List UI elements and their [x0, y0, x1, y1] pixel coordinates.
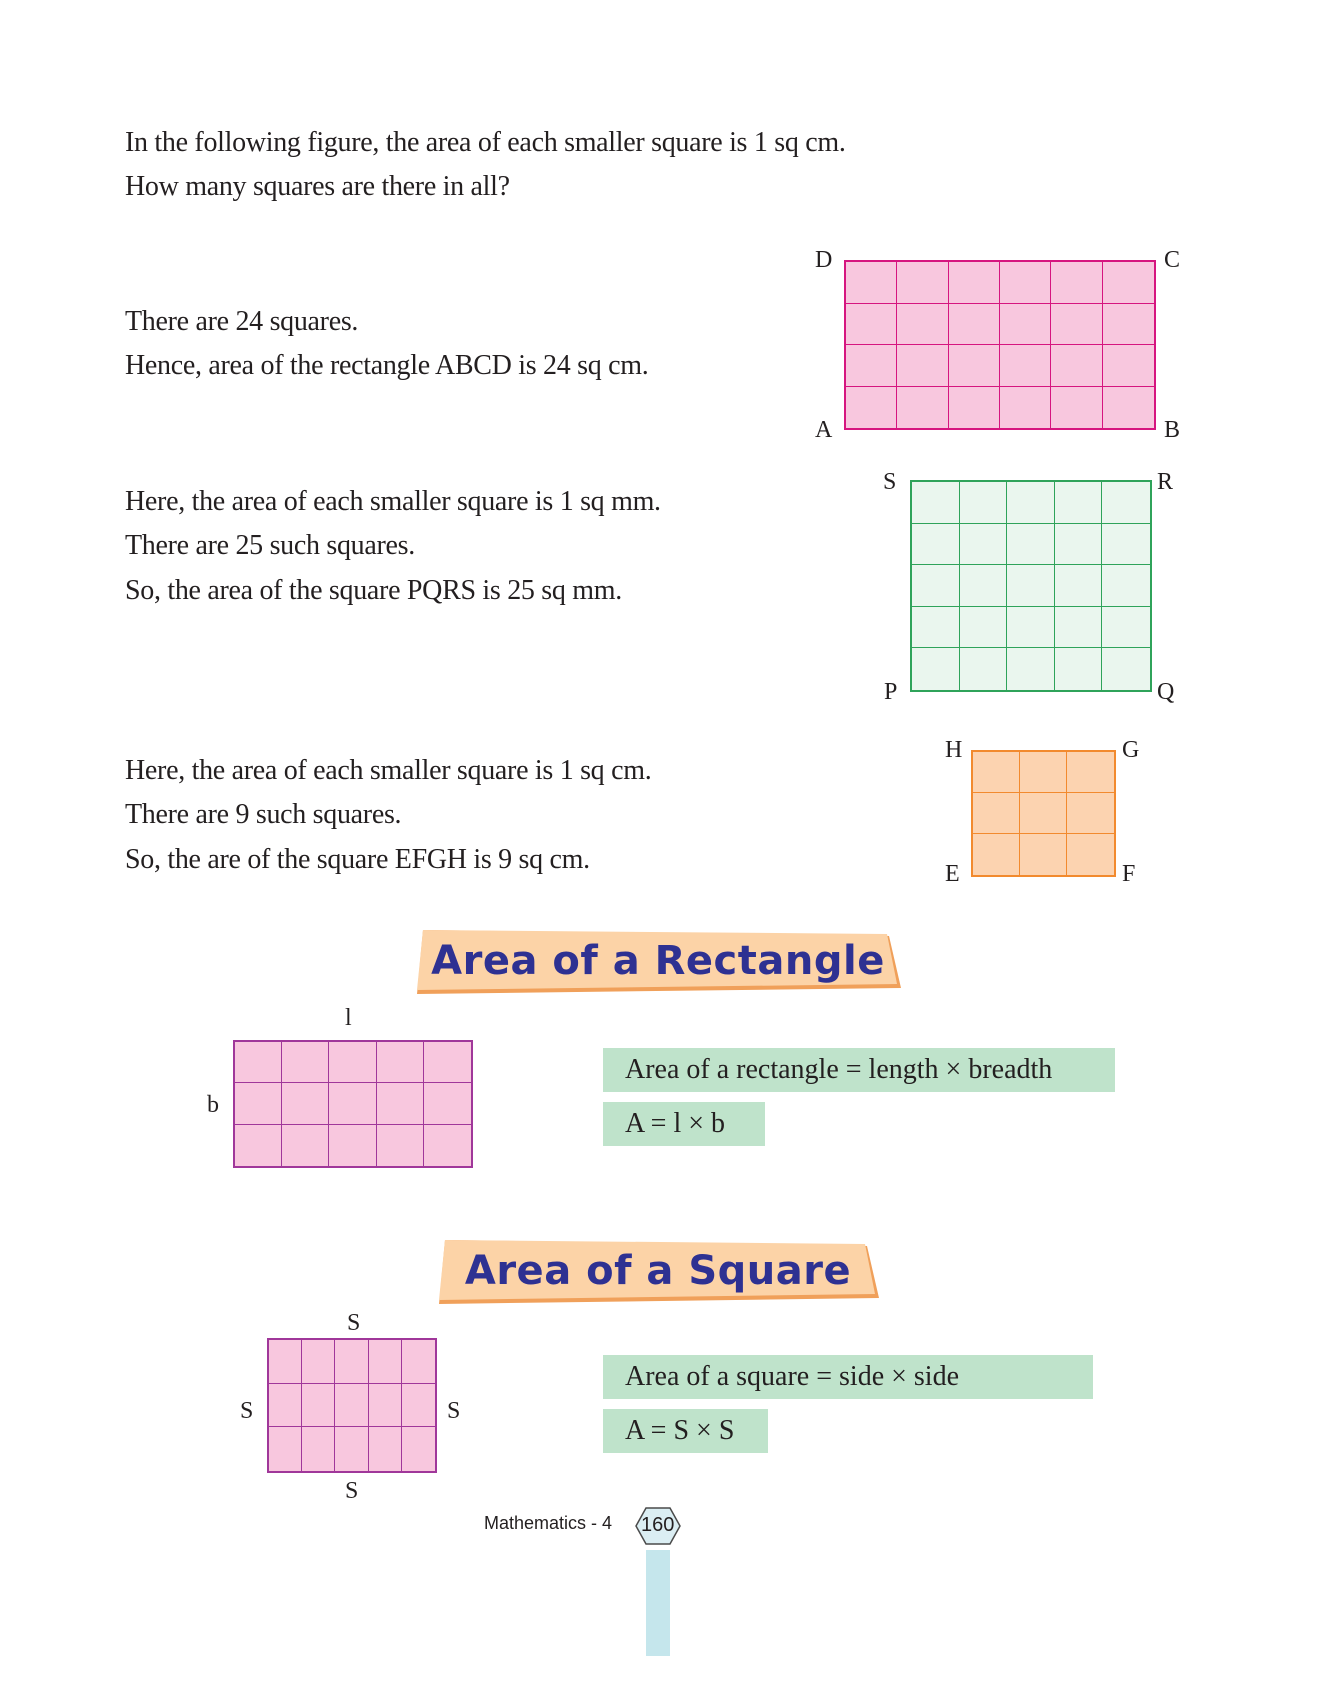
- grid-cell: [1102, 648, 1150, 690]
- grid-cell: [377, 1042, 424, 1083]
- grid-cell: [1051, 304, 1102, 346]
- square-section-banner: [435, 1238, 881, 1304]
- pqrs-text-2: There are 25 such squares.: [125, 530, 415, 561]
- grid-cell: [1007, 648, 1055, 690]
- grid-cell: [335, 1427, 368, 1471]
- grid-cell: [302, 1384, 335, 1428]
- square-efgh-grid: [971, 750, 1116, 877]
- grid-cell: [949, 345, 1000, 387]
- grid-cell: [424, 1083, 471, 1124]
- label-c: C: [1164, 247, 1181, 273]
- grid-cell: [1051, 345, 1102, 387]
- grid-cell: [424, 1125, 471, 1166]
- grid-cell: [1007, 482, 1055, 524]
- grid-cell: [960, 648, 1008, 690]
- efgh-text-3: So, the are of the square EFGH is 9 sq cm.: [125, 844, 590, 875]
- grid-cell: [912, 482, 960, 524]
- grid-cell: [949, 387, 1000, 429]
- square-left-label: S: [240, 1398, 254, 1424]
- grid-cell: [282, 1083, 329, 1124]
- square-top-label: S: [347, 1310, 361, 1336]
- label-r: R: [1157, 469, 1174, 495]
- grid-cell: [1007, 565, 1055, 607]
- grid-cell: [912, 524, 960, 566]
- grid-cell: [235, 1042, 282, 1083]
- grid-cell: [912, 648, 960, 690]
- grid-cell: [329, 1083, 376, 1124]
- grid-cell: [1102, 607, 1150, 649]
- grid-cell: [377, 1083, 424, 1124]
- efgh-text-2: There are 9 such squares.: [125, 799, 402, 830]
- grid-cell: [1051, 262, 1102, 304]
- grid-cell: [1103, 387, 1154, 429]
- grid-cell: [1103, 262, 1154, 304]
- grid-cell: [402, 1427, 435, 1471]
- grid-cell: [897, 387, 948, 429]
- grid-cell: [369, 1384, 402, 1428]
- square-bottom-label: S: [345, 1478, 359, 1504]
- square-pqrs-grid: [910, 480, 1152, 692]
- abcd-text-1: There are 24 squares.: [125, 306, 359, 337]
- grid-cell: [1103, 304, 1154, 346]
- intro-line-1: In the following figure, the area of each smaller square is 1 sq cm.: [125, 127, 846, 158]
- grid-cell: [897, 262, 948, 304]
- grid-cell: [369, 1427, 402, 1471]
- grid-cell: [402, 1340, 435, 1384]
- label-q: Q: [1157, 679, 1175, 705]
- grid-cell: [269, 1384, 302, 1428]
- grid-cell: [302, 1427, 335, 1471]
- grid-cell: [1055, 565, 1103, 607]
- grid-cell: [960, 565, 1008, 607]
- grid-cell: [1020, 793, 1067, 834]
- grid-cell: [960, 482, 1008, 524]
- footer-bar: [646, 1550, 670, 1656]
- grid-cell: [1000, 345, 1051, 387]
- grid-cell: [269, 1340, 302, 1384]
- grid-cell: [1020, 834, 1067, 875]
- grid-cell: [1102, 482, 1150, 524]
- grid-cell: [424, 1042, 471, 1083]
- square-formula-1: Area of a square = side × side: [603, 1355, 1093, 1399]
- grid-cell: [846, 345, 897, 387]
- label-p: P: [884, 679, 898, 705]
- rectangle-section-title: Area of a Rectangle: [431, 938, 885, 984]
- grid-cell: [1000, 304, 1051, 346]
- label-a: A: [815, 417, 833, 443]
- grid-cell: [329, 1042, 376, 1083]
- grid-cell: [1055, 524, 1103, 566]
- grid-cell: [846, 304, 897, 346]
- grid-cell: [1007, 607, 1055, 649]
- grid-cell: [1102, 565, 1150, 607]
- grid-cell: [1051, 387, 1102, 429]
- page-number: 160: [641, 1514, 675, 1536]
- grid-cell: [949, 262, 1000, 304]
- grid-cell: [846, 262, 897, 304]
- pqrs-text-1: Here, the area of each smaller square is 1 sq mm.: [125, 486, 661, 517]
- footer-book-title: Mathematics - 4: [484, 1513, 613, 1533]
- rect-breadth-label: b: [207, 1092, 219, 1118]
- rectangle-section-banner: [413, 928, 903, 994]
- grid-cell: [402, 1384, 435, 1428]
- grid-cell: [1007, 524, 1055, 566]
- grid-cell: [1000, 387, 1051, 429]
- grid-cell: [282, 1042, 329, 1083]
- square-figure-grid: [267, 1338, 437, 1473]
- grid-cell: [335, 1340, 368, 1384]
- grid-cell: [960, 607, 1008, 649]
- grid-cell: [960, 524, 1008, 566]
- label-d: D: [815, 247, 833, 273]
- grid-cell: [973, 752, 1020, 793]
- grid-cell: [302, 1340, 335, 1384]
- grid-cell: [269, 1427, 302, 1471]
- grid-cell: [1055, 482, 1103, 524]
- grid-cell: [949, 304, 1000, 346]
- grid-cell: [1055, 648, 1103, 690]
- rectangle-formula-2: A = l × b: [603, 1102, 765, 1146]
- grid-cell: [897, 304, 948, 346]
- square-section-title: Area of a Square: [464, 1248, 852, 1294]
- square-right-label: S: [447, 1398, 461, 1424]
- grid-cell: [897, 345, 948, 387]
- rectangle-figure-grid: [233, 1040, 473, 1168]
- grid-cell: [846, 387, 897, 429]
- label-b: B: [1164, 417, 1181, 443]
- label-e: E: [945, 861, 960, 887]
- grid-cell: [912, 607, 960, 649]
- grid-cell: [235, 1125, 282, 1166]
- grid-cell: [1000, 262, 1051, 304]
- grid-cell: [1055, 607, 1103, 649]
- label-s: S: [883, 469, 897, 495]
- grid-cell: [335, 1384, 368, 1428]
- rect-length-label: l: [345, 1005, 352, 1031]
- label-f: F: [1122, 861, 1136, 887]
- grid-cell: [1067, 834, 1114, 875]
- pqrs-text-3: So, the area of the square PQRS is 25 sq mm.: [125, 575, 622, 606]
- grid-cell: [1067, 752, 1114, 793]
- square-formula-2: A = S × S: [603, 1409, 768, 1453]
- grid-cell: [1067, 793, 1114, 834]
- label-h: H: [945, 737, 963, 763]
- rectangle-abcd-grid: [844, 260, 1156, 430]
- grid-cell: [1103, 345, 1154, 387]
- abcd-text-2: Hence, area of the rectangle ABCD is 24 sq cm.: [125, 350, 649, 381]
- intro-line-2: How many squares are there in all?: [125, 171, 510, 202]
- grid-cell: [377, 1125, 424, 1166]
- grid-cell: [235, 1083, 282, 1124]
- rectangle-formula-1: Area of a rectangle = length × breadth: [603, 1048, 1115, 1092]
- grid-cell: [282, 1125, 329, 1166]
- grid-cell: [912, 565, 960, 607]
- grid-cell: [369, 1340, 402, 1384]
- label-g: G: [1122, 737, 1140, 763]
- grid-cell: [973, 793, 1020, 834]
- grid-cell: [1102, 524, 1150, 566]
- grid-cell: [973, 834, 1020, 875]
- grid-cell: [329, 1125, 376, 1166]
- grid-cell: [1020, 752, 1067, 793]
- efgh-text-1: Here, the area of each smaller square is 1 sq cm.: [125, 755, 652, 786]
